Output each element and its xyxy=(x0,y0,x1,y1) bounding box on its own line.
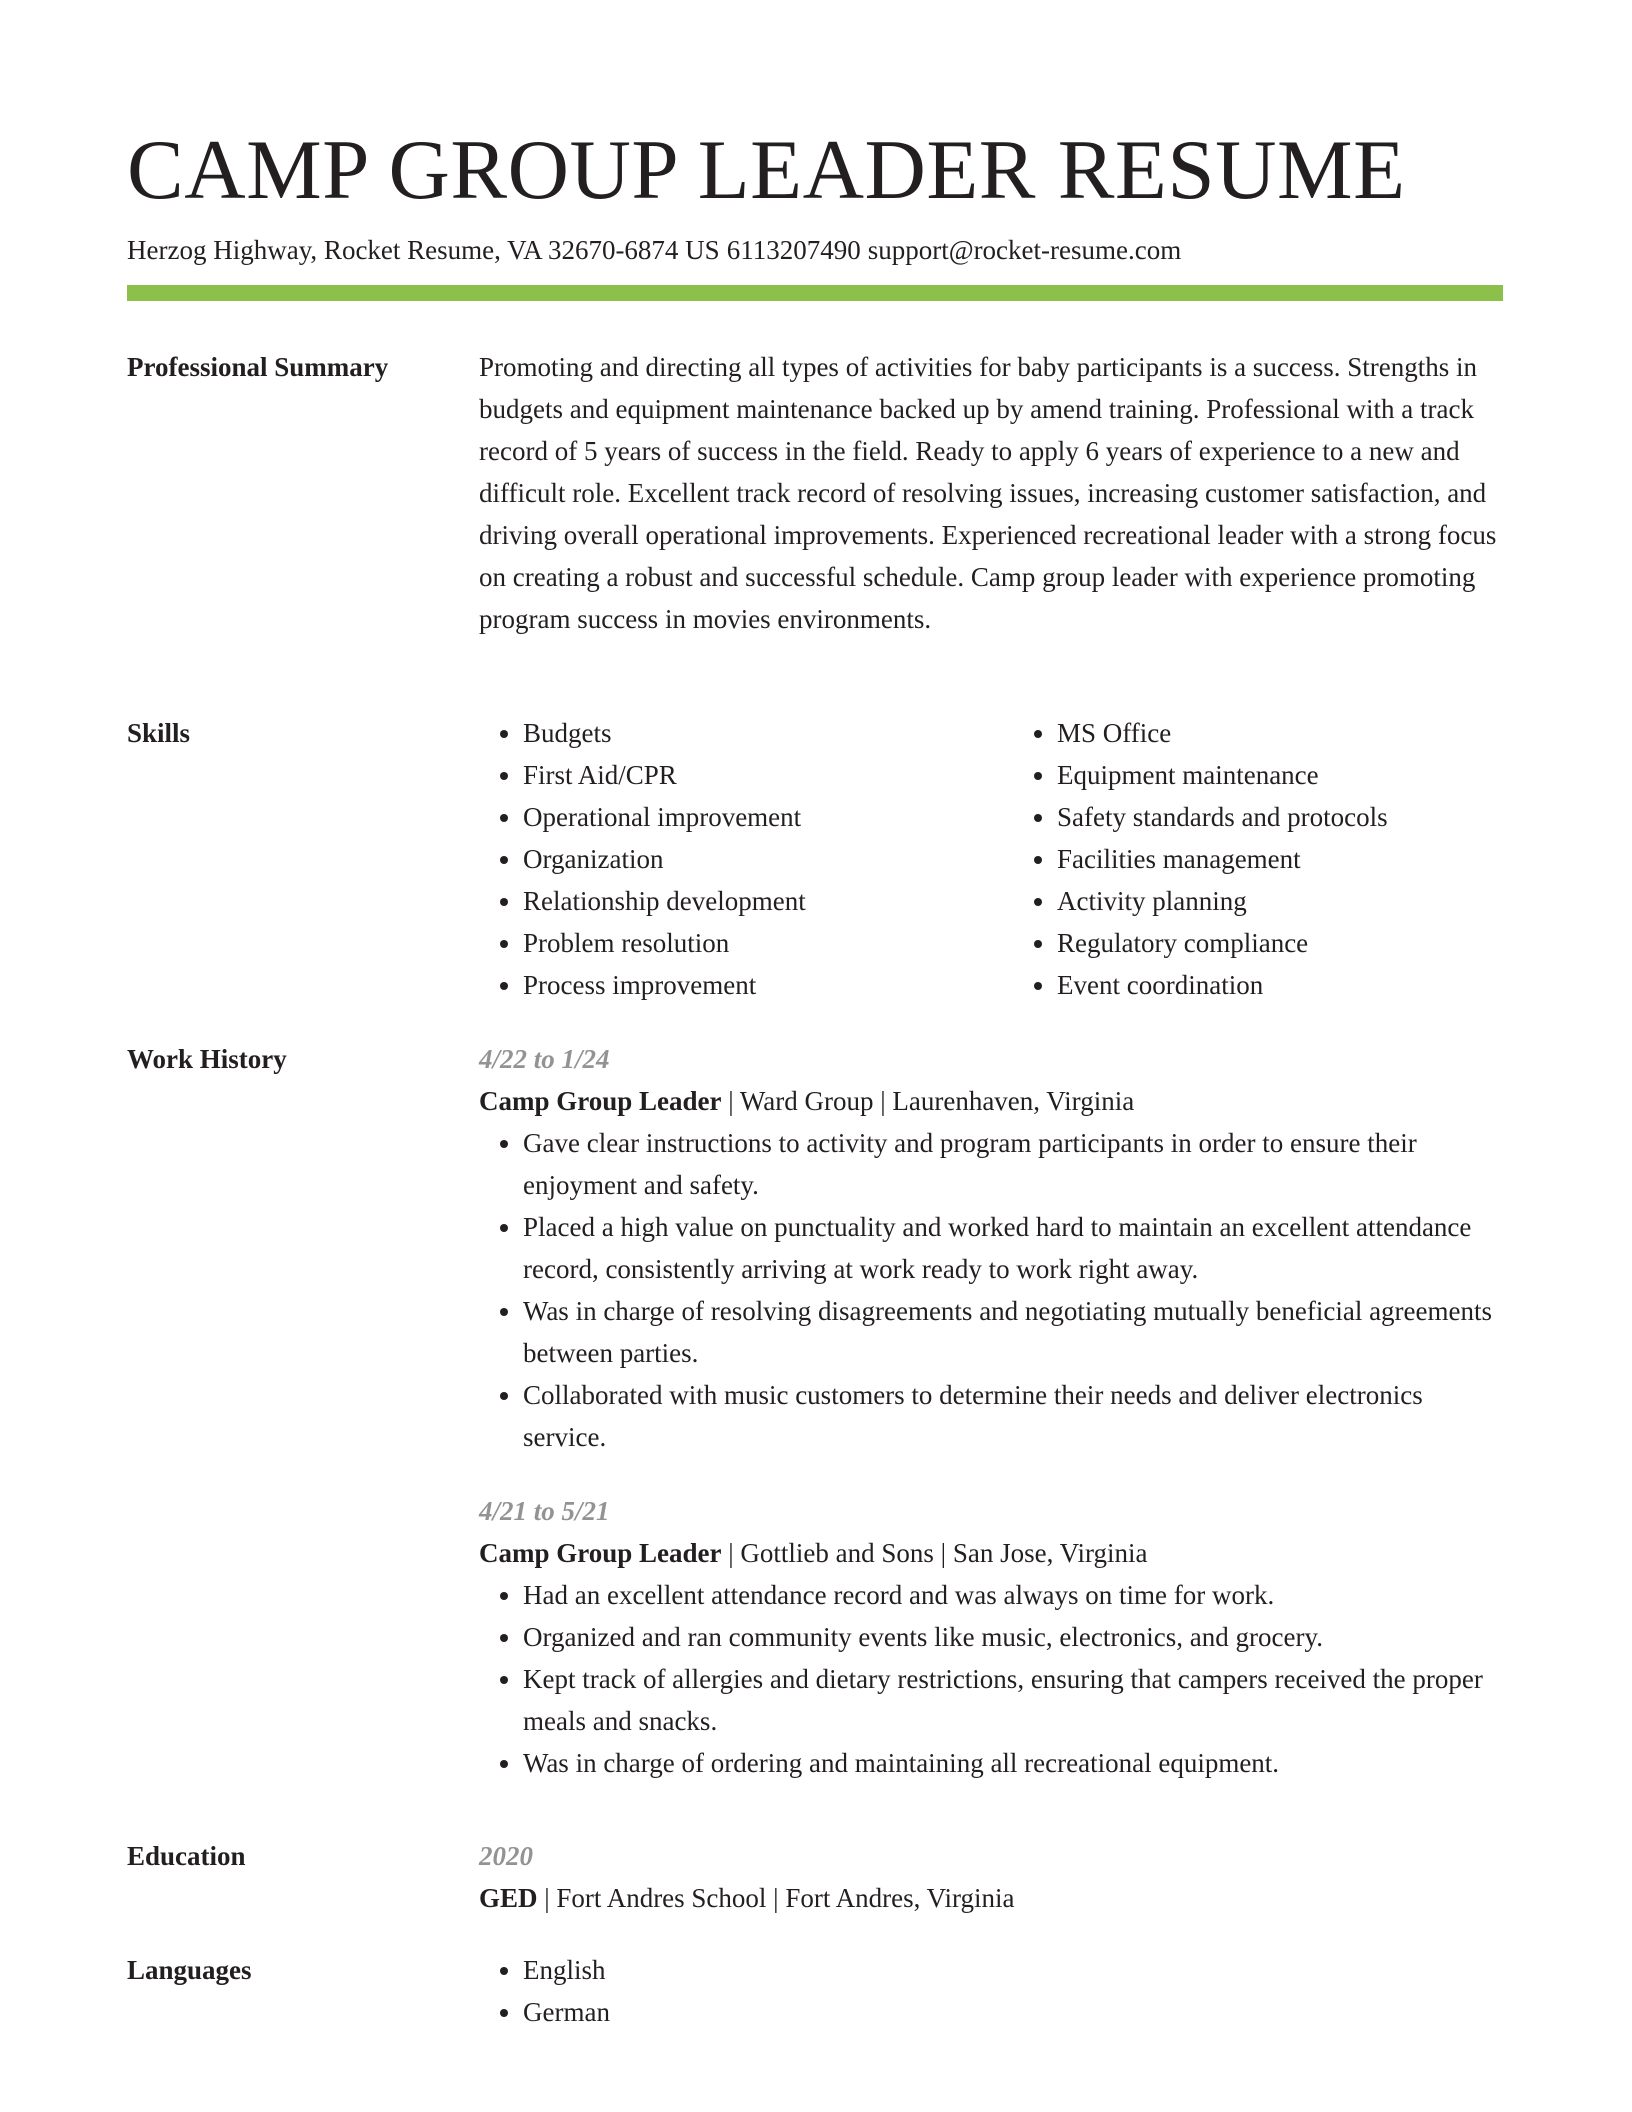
language-item: • English xyxy=(523,1949,1503,1991)
language-item: • German xyxy=(523,1991,1503,2033)
job-dates: 4/22 to 1/24 xyxy=(479,1044,610,1074)
section-heading: Work History xyxy=(127,1044,287,1074)
education-year: 2020 xyxy=(479,1841,533,1871)
work-history-body xyxy=(479,1038,1503,1784)
job-bullets xyxy=(479,1122,1503,1458)
skill-item: • Operational improvement xyxy=(523,796,969,838)
job-heading xyxy=(479,1532,1503,1574)
job-entry xyxy=(479,1490,1503,1784)
summary-text: Promoting and directing all types of activities for baby participants is a success. Strengths in budgets and equipment maintenance backed up by amend training. Professional with a track record of 5 years of success in the field. Ready to apply 6 years of experience to a new and difficult role. Excellent track record of resolving issues, increasing customer satisfaction, and driving overall operational improvements. Experienced recreational leader with a strong focus on creating a robust and successful schedule. Camp group leader with experience promoting program success in movies environments. xyxy=(479,352,1497,634)
section-heading: Professional Summary xyxy=(127,352,389,382)
job-entry xyxy=(479,1038,1503,1458)
skill-item: • Event coordination xyxy=(1057,964,1503,1006)
skill-item: • Problem resolution xyxy=(523,922,969,964)
contact-phone: 6113207490 xyxy=(726,235,861,265)
section-heading: Languages xyxy=(127,1955,252,1985)
languages-body xyxy=(479,1949,1503,2033)
job-bullet: • Had an excellent attendance record and was always on time for work. xyxy=(523,1574,1503,1616)
education-body xyxy=(479,1835,1503,1919)
education-school-location: | Fort Andres School | Fort Andres, Virginia xyxy=(537,1883,1015,1913)
skill-item: • First Aid/CPR xyxy=(523,754,969,796)
job-company-location: | Ward Group | Laurenhaven, Virginia xyxy=(721,1086,1135,1116)
job-company-location: | Gottlieb and Sons | San Jose, Virginia xyxy=(721,1538,1148,1568)
skill-item: • Activity planning xyxy=(1057,880,1503,922)
job-bullet: • Kept track of allergies and dietary restrictions, ensuring that campers received the proper meals and snacks. xyxy=(523,1658,1503,1742)
skills-body xyxy=(479,712,1503,1006)
skills-list-right xyxy=(1013,712,1503,1006)
job-bullet: • Was in charge of ordering and maintaining all recreational equipment. xyxy=(523,1742,1503,1784)
skills-list-left xyxy=(479,712,969,1006)
skill-item: • Safety standards and protocols xyxy=(1057,796,1503,838)
summary-body xyxy=(479,346,1503,640)
contact-email[interactable]: support@rocket-resume.com xyxy=(867,235,1182,265)
skill-item: • Facilities management xyxy=(1057,838,1503,880)
contact-line xyxy=(127,232,1181,268)
section-heading: Skills xyxy=(127,718,191,748)
job-dates: 4/21 to 5/21 xyxy=(479,1496,610,1526)
job-title: Camp Group Leader xyxy=(479,1086,722,1116)
skill-item: • Process improvement xyxy=(523,964,969,1006)
skill-item: • Budgets xyxy=(523,712,969,754)
skill-item: • Equipment maintenance xyxy=(1057,754,1503,796)
skill-item: • Regulatory compliance xyxy=(1057,922,1503,964)
contact-address: Herzog Highway, Rocket Resume, VA 32670-6874 US xyxy=(127,235,720,265)
job-title: Camp Group Leader xyxy=(479,1538,722,1568)
section-heading: Education xyxy=(127,1841,246,1871)
skill-item: • MS Office xyxy=(1057,712,1503,754)
skill-item: • Relationship development xyxy=(523,880,969,922)
languages-list xyxy=(479,1949,1503,2033)
job-bullet: • Placed a high value on punctuality and worked hard to maintain an excellent attendance record, consistently arriving at work ready to work right away. xyxy=(523,1206,1503,1290)
education-degree: GED xyxy=(479,1883,538,1913)
job-bullet: • Collaborated with music customers to determine their needs and deliver electronics service. xyxy=(523,1374,1503,1458)
education-heading xyxy=(479,1877,1503,1919)
skill-item: • Organization xyxy=(523,838,969,880)
job-bullets xyxy=(479,1574,1503,1784)
header-divider xyxy=(127,285,1503,301)
job-heading xyxy=(479,1080,1503,1122)
job-bullet: • Gave clear instructions to activity and program participants in order to ensure their enjoyment and safety. xyxy=(523,1122,1503,1206)
job-bullet: • Was in charge of resolving disagreements and negotiating mutually beneficial agreements between parties. xyxy=(523,1290,1503,1374)
resume-title: CAMP GROUP LEADER RESUME xyxy=(127,123,1406,217)
job-bullet: • Organized and ran community events like music, electronics, and grocery. xyxy=(523,1616,1503,1658)
